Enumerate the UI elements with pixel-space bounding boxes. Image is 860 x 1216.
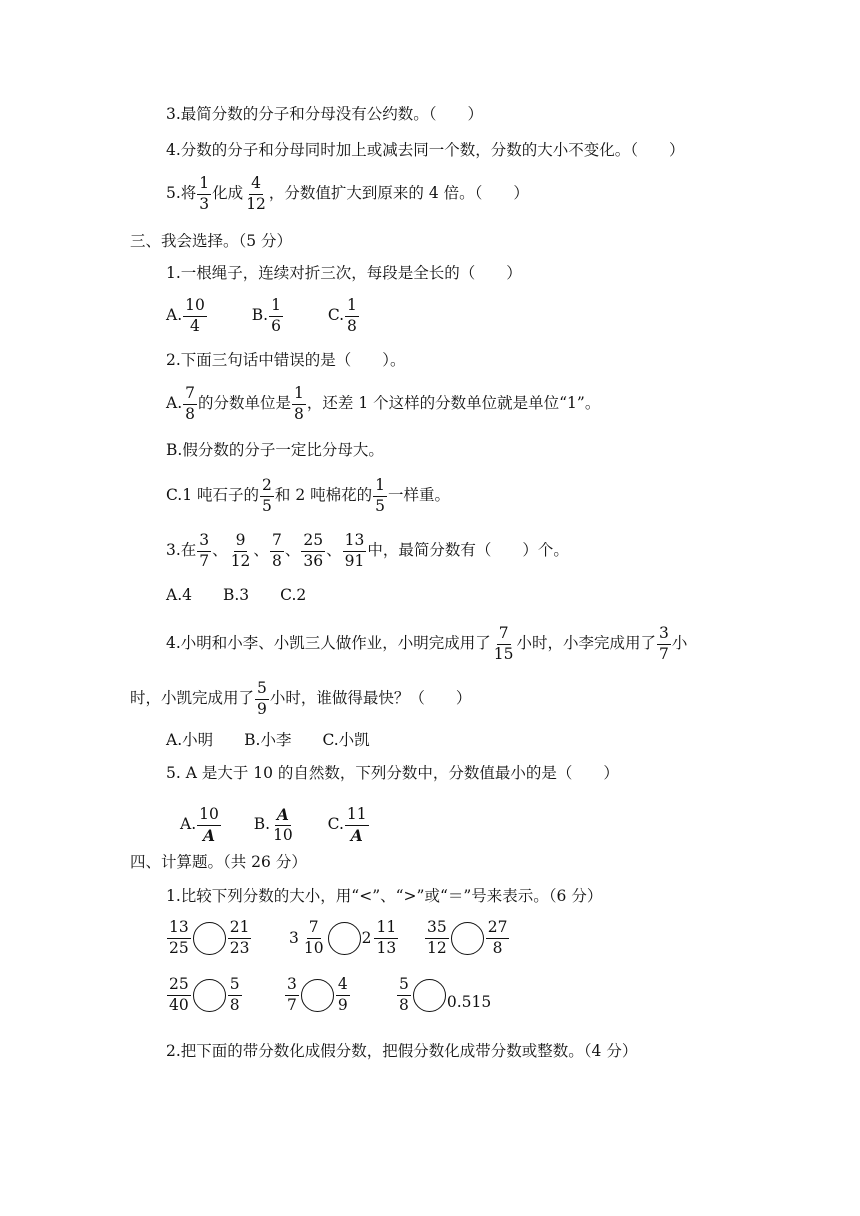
choice-q5-options: A. $\frac{10}{A}$ B. $\frac{A}{10}$ C. $\frac{11}{A}$	[180, 805, 367, 845]
section3-title: 三、我会选择。（5 分）	[130, 232, 293, 250]
decimal-value: 0.515	[446, 993, 492, 1011]
mixed-integer: 2	[361, 929, 372, 947]
answer-circle[interactable]	[413, 979, 446, 1012]
fraction: $\frac{3}{7}$	[287, 975, 297, 1014]
choice-q2-b: B.假分数的分子一定比分母大。	[166, 441, 384, 459]
fraction: $\frac{1}{6}$	[271, 296, 281, 335]
fraction: $\frac{7}{8}$	[271, 531, 282, 570]
answer-circle[interactable]	[451, 922, 484, 955]
section4-title: 四、计算题。（共 26 分）	[130, 853, 307, 871]
compare-item	[284, 977, 351, 1013]
fraction: $\frac{3}{7}$	[199, 531, 210, 570]
fraction: $\frac{10}{A}$	[199, 805, 219, 845]
fraction: $\frac{4}{12}$	[246, 174, 266, 213]
choice-q3-options: A.4 B.3 C.2	[166, 586, 307, 604]
choice-q1: 1.一根绳子，连续对折三次，每段是全长的（ ）	[166, 264, 522, 282]
answer-circle[interactable]	[193, 979, 226, 1012]
fraction: $\frac{13}{91}$	[344, 531, 365, 570]
choice-q2: 2.下面三句话中错误的是（ ）。	[166, 351, 406, 369]
fraction: $\frac{27}{8}$	[487, 918, 508, 957]
fraction: $\frac{35}{12}$	[427, 918, 447, 957]
compare-item	[289, 920, 399, 956]
compare-item	[396, 977, 491, 1013]
choice-q4-line2: 时，小凯完成用了 $\frac{5}{9}$ 小时，谁做得最快？（ ）	[130, 679, 472, 718]
fraction: $\frac{3}{7}$	[659, 624, 669, 663]
answer-circle[interactable]	[328, 922, 361, 955]
choice-q5: 5. A 是大于 10 的自然数，下列分数中，分数值最小的是（ ）	[166, 764, 619, 782]
calc-q2: 2.把下面的带分数化成假分数，把假分数化成带分数或整数。（4 分）	[166, 1042, 638, 1060]
answer-circle[interactable]	[301, 979, 334, 1012]
judge-q5: 5.将 $\frac{1}{3}$ 化成 $\frac{4}{12}$ ，分数值扩大到原来的 4 倍。（ ）	[166, 174, 529, 213]
fraction: $\frac{25}{40}$	[169, 975, 189, 1014]
choice-q4-line1: 4.小明和小李、小凯三人做作业，小明完成用了 $\frac{7}{15}$ 小时，小李完成用了 $\frac{3}{7}$ 小	[166, 624, 688, 663]
choice-q2-a: A. $\frac{7}{8}$ 的分数单位是 $\frac{1}{8}$ ，还差 1 个这样的分数单位就是单位“1”。	[166, 384, 601, 423]
fraction: $\frac{5}{9}$	[257, 679, 267, 718]
fraction: $\frac{7}{15}$	[493, 624, 514, 663]
fraction: $\frac{7}{10}$	[303, 918, 324, 957]
fraction: $\frac{13}{25}$	[169, 918, 189, 957]
compare-item	[166, 920, 252, 956]
calc-q1: 1.比较下列分数的大小，用“<”、“>”或“＝”号来表示。（6 分）	[166, 887, 603, 905]
fraction: $\frac{10}{4}$	[185, 296, 205, 335]
fraction: $\frac{11}{A}$	[346, 805, 367, 845]
choice-q3: 3.在 $\frac{3}{7}$ 、 $\frac{9}{12}$ 、 $\frac{7}{8}$ 、 $\frac{25}{36}$ 、 $\frac{13}{91}$ 中，最简分数有（ ）个。	[166, 531, 569, 570]
fraction: $\frac{5}{8}$	[229, 975, 240, 1014]
fraction: $\frac{7}{8}$	[185, 384, 195, 423]
fraction: $\frac{1}{3}$	[199, 174, 210, 213]
judge-q3: 3.最简分数的分子和分母没有公约数。（ ）	[166, 105, 484, 123]
compare-item	[424, 920, 510, 956]
compare-item	[166, 977, 243, 1013]
fraction: $\frac{A}{10}$	[273, 805, 293, 844]
answer-circle[interactable]	[193, 922, 226, 955]
fraction: $\frac{4}{9}$	[337, 975, 348, 1014]
choice-q4-options: A.小明 B.小李 C.小凯	[166, 731, 370, 749]
fraction: $\frac{5}{8}$	[399, 975, 409, 1014]
fraction: $\frac{21}{23}$	[229, 918, 250, 957]
judge-q4: 4.分数的分子和分母同时加上或减去同一个数，分数的大小不变化。（ ）	[166, 141, 685, 159]
fraction: $\frac{1}{8}$	[294, 384, 304, 423]
fraction: $\frac{2}{5}$	[262, 476, 272, 515]
mixed-integer: 3	[289, 929, 299, 947]
fraction: $\frac{1}{5}$	[375, 476, 385, 515]
fraction: $\frac{11}{13}$	[376, 918, 397, 957]
fraction: $\frac{9}{12}$	[230, 531, 251, 570]
fraction: $\frac{25}{36}$	[303, 531, 324, 570]
fraction: $\frac{1}{8}$	[347, 296, 357, 335]
choice-q2-c: C.1 吨石子的 $\frac{2}{5}$ 和 2 吨棉花的 $\frac{1}{5}$ 一样重。	[166, 476, 451, 515]
choice-q1-options: A. $\frac{10}{4}$ B. $\frac{1}{6}$ C. $\frac{1}{8}$	[166, 296, 357, 335]
